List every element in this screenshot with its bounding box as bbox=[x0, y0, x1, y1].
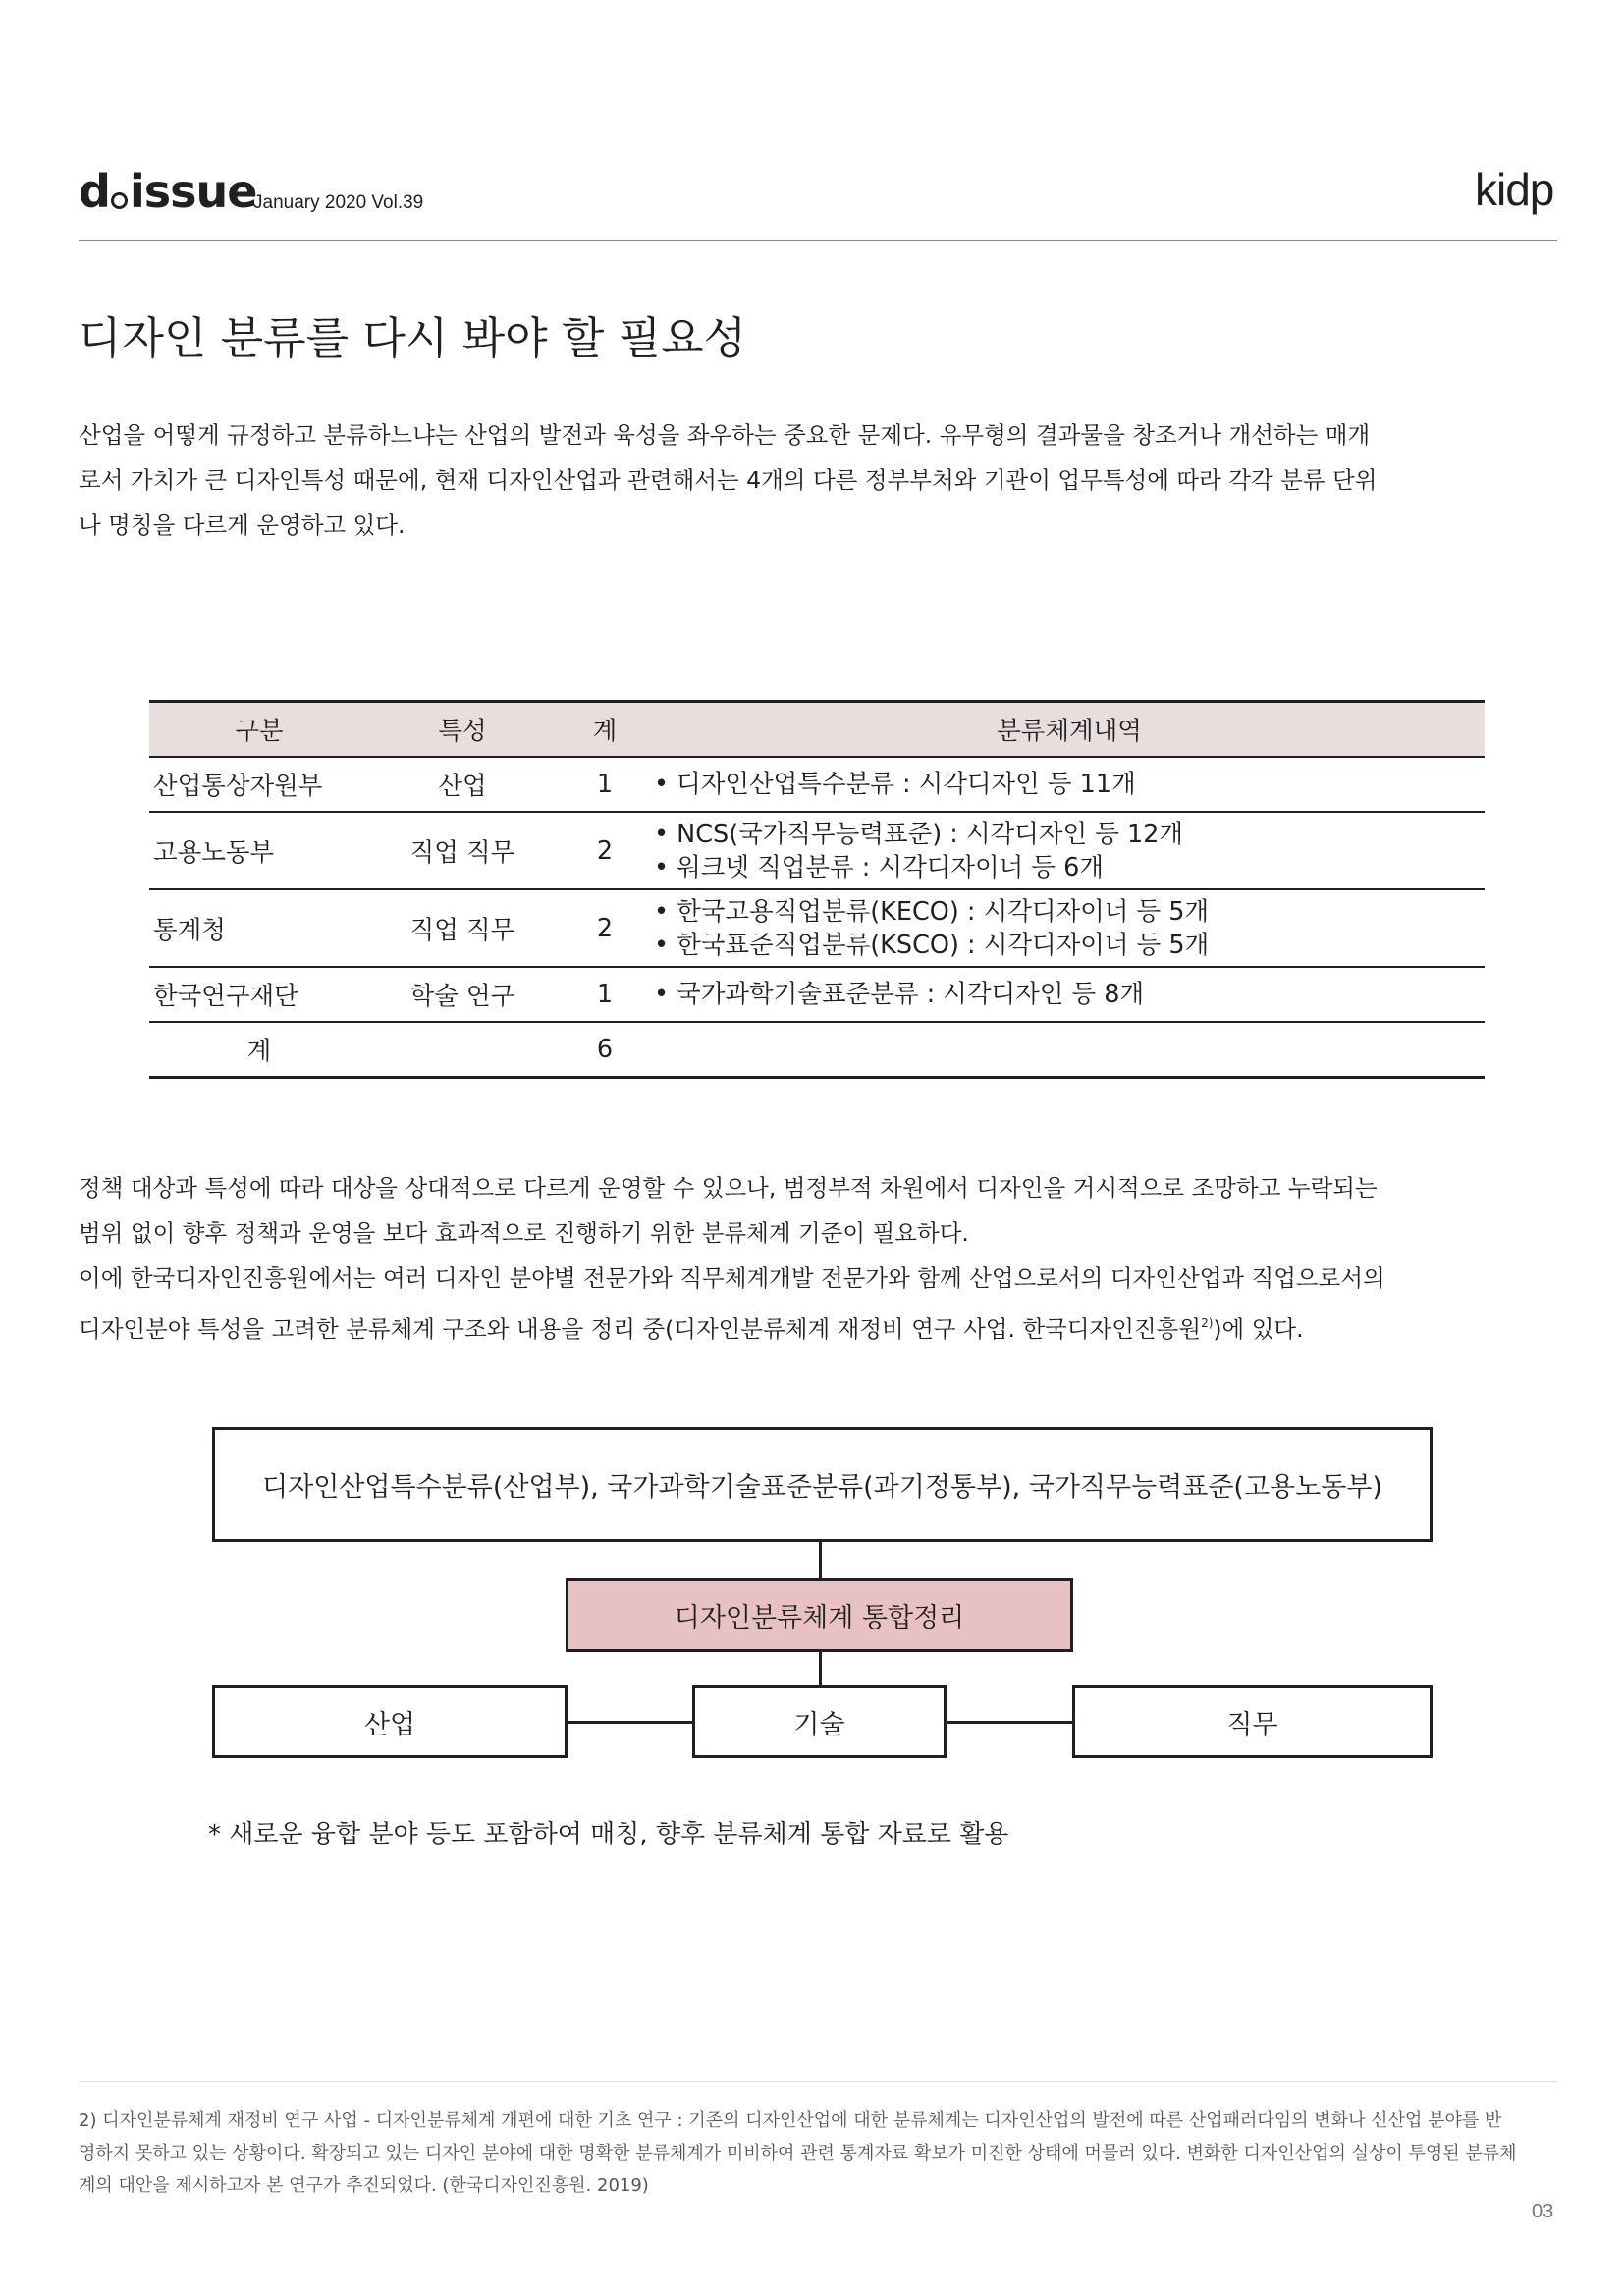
row-org: 고용노동부 bbox=[149, 812, 369, 889]
footnote-divider bbox=[79, 2081, 1557, 2082]
row-type: 직업 직무 bbox=[369, 889, 556, 967]
diagram-industry-box: 산업 bbox=[212, 1685, 568, 1758]
row-type: 산업 bbox=[369, 757, 556, 812]
body-line-text: 디자인분야 특성을 고려한 분류체계 구조와 내용을 정리 중(디자인분류체계 재정비 연구 사업. 한국디자인진흥원 bbox=[79, 1315, 1202, 1343]
header-characteristic: 특성 bbox=[369, 702, 556, 758]
kidp-logo: kidp bbox=[1475, 164, 1554, 215]
header-divider bbox=[79, 240, 1557, 241]
diagram-connector bbox=[568, 1721, 693, 1724]
detail-item: • 한국고용직업분류(KECO) : 시각디자이너 등 5개 bbox=[654, 896, 1210, 927]
row-details bbox=[654, 889, 1485, 967]
detail-item: • 워크넷 직업분류 : 시각디자이너 등 6개 bbox=[654, 852, 1104, 882]
diagram-job-box: 직무 bbox=[1072, 1685, 1433, 1758]
diagram-connector bbox=[819, 1652, 822, 1686]
diagram-connector bbox=[947, 1721, 1073, 1724]
row-count: 1 bbox=[556, 967, 654, 1022]
table-header-row bbox=[149, 702, 1485, 758]
footnote-line: 2) 디자인분류체계 재정비 연구 사업 - 디자인분류체계 개편에 대한 기초 연구 : 기존의 디자인산업에 대한 분류체계는 디자인산업의 발전에 따른 산업패러다임의 변화나 신산업 분야를 반 bbox=[79, 2110, 1502, 2131]
detail-item: • 국가과학기술표준분류 : 시각디자인 등 8개 bbox=[654, 980, 1145, 1009]
detail-item: • 한국표준직업분류(KSCO) : 시각디자이너 등 5개 bbox=[654, 930, 1210, 960]
footnote-line: 계의 대안을 제시하고자 본 연구가 추진되었다. (한국디자인진흥원. 2019) bbox=[79, 2175, 649, 2196]
total-empty bbox=[654, 1022, 1485, 1077]
diagram-top-box: 디자인산업특수분류(산업부), 국가과학기술표준분류(과기정통부), 국가직무능력표준(고용노동부) bbox=[212, 1427, 1433, 1542]
table-row bbox=[149, 757, 1485, 812]
intro-paragraph bbox=[79, 412, 1551, 548]
row-type: 학술 연구 bbox=[369, 967, 556, 1022]
footnote-ref: 2) bbox=[1201, 1316, 1214, 1330]
body-line: 정책 대상과 특성에 따라 대상을 상대적으로 다르게 운영할 수 있으나, 범정부적 차원에서 디자인을 거시적으로 조망하고 누락되는 bbox=[79, 1174, 1378, 1201]
row-count: 2 bbox=[556, 889, 654, 967]
body-line-text: )에 있다. bbox=[1213, 1315, 1304, 1343]
row-details bbox=[654, 757, 1485, 812]
intro-line: 로서 가치가 큰 디자인특성 때문에, 현재 디자인산업과 관련해서는 4개의 다른 정부부처와 기관이 업무특성에 따라 각각 분류 단위 bbox=[79, 466, 1378, 494]
table-row bbox=[149, 967, 1485, 1022]
row-org: 산업통상자원부 bbox=[149, 757, 369, 812]
header-details: 분류체계내역 bbox=[654, 702, 1485, 758]
row-count: 1 bbox=[556, 757, 654, 812]
diagram-integration-box: 디자인분류체계 통합정리 bbox=[566, 1578, 1073, 1652]
classification-table bbox=[149, 700, 1485, 1079]
row-org: 통계청 bbox=[149, 889, 369, 967]
header-category: 구분 bbox=[149, 702, 369, 758]
row-org: 한국연구재단 bbox=[149, 967, 369, 1022]
diagram-note: * 새로운 융합 분야 등도 포함하여 매칭, 향후 분류체계 통합 자료로 활용 bbox=[208, 1820, 1009, 1849]
row-details bbox=[654, 967, 1485, 1022]
page-title: 디자인 분류를 다시 봐야 할 필요성 bbox=[79, 312, 747, 364]
detail-item: • 디자인산업특수분류 : 시각디자인 등 11개 bbox=[654, 770, 1136, 799]
body-line: 범위 없이 향후 정책과 운영을 보다 효과적으로 진행하기 위한 분류체계 기준이 필요하다. bbox=[79, 1219, 969, 1247]
row-details bbox=[654, 812, 1485, 889]
table-row bbox=[149, 889, 1485, 967]
diagram-connector bbox=[819, 1542, 822, 1579]
detail-item: • NCS(국가직무능력표준) : 시각디자인 등 12개 bbox=[654, 819, 1184, 849]
footnote-line: 영하지 못하고 있는 상황이다. 확장되고 있는 디자인 분야에 대한 명확한 분류체계가 미비하여 관련 통계자료 확보가 미진한 상태에 머물러 있다. 변화한 디자인산업의 실상이 투영된 분류체 bbox=[79, 2143, 1517, 2163]
page-number: 03 bbox=[1532, 2201, 1554, 2222]
body-line: 이에 한국디자인진흥원에서는 여러 디자인 분야별 전문가와 직무체계개발 전문가와 함께 산업으로서의 디자인산업과 직업으로서의 bbox=[79, 1264, 1385, 1292]
brand-dot-icon bbox=[111, 192, 128, 209]
brand-right: issue bbox=[129, 165, 257, 218]
total-value: 6 bbox=[556, 1022, 654, 1077]
intro-line: 산업을 어떻게 규정하고 분류하느냐는 산업의 발전과 육성을 좌우하는 중요한 문제다. 유무형의 결과물을 창조거나 개선하는 매개 bbox=[79, 421, 1371, 449]
brand-logo bbox=[79, 165, 257, 218]
brand-left: d bbox=[79, 165, 110, 218]
body-line bbox=[79, 1301, 1551, 1352]
footnote bbox=[79, 2105, 1557, 2202]
issue-date: January 2020 Vol.39 bbox=[253, 192, 424, 213]
header-total: 계 bbox=[556, 702, 654, 758]
total-empty bbox=[369, 1022, 556, 1077]
total-label: 계 bbox=[149, 1022, 369, 1077]
body-paragraph bbox=[79, 1165, 1551, 1352]
table-total-row bbox=[149, 1022, 1485, 1077]
row-type: 직업 직무 bbox=[369, 812, 556, 889]
table-row bbox=[149, 812, 1485, 889]
diagram-technology-box: 기술 bbox=[692, 1685, 947, 1758]
row-count: 2 bbox=[556, 812, 654, 889]
intro-line: 나 명칭을 다르게 운영하고 있다. bbox=[79, 511, 406, 539]
